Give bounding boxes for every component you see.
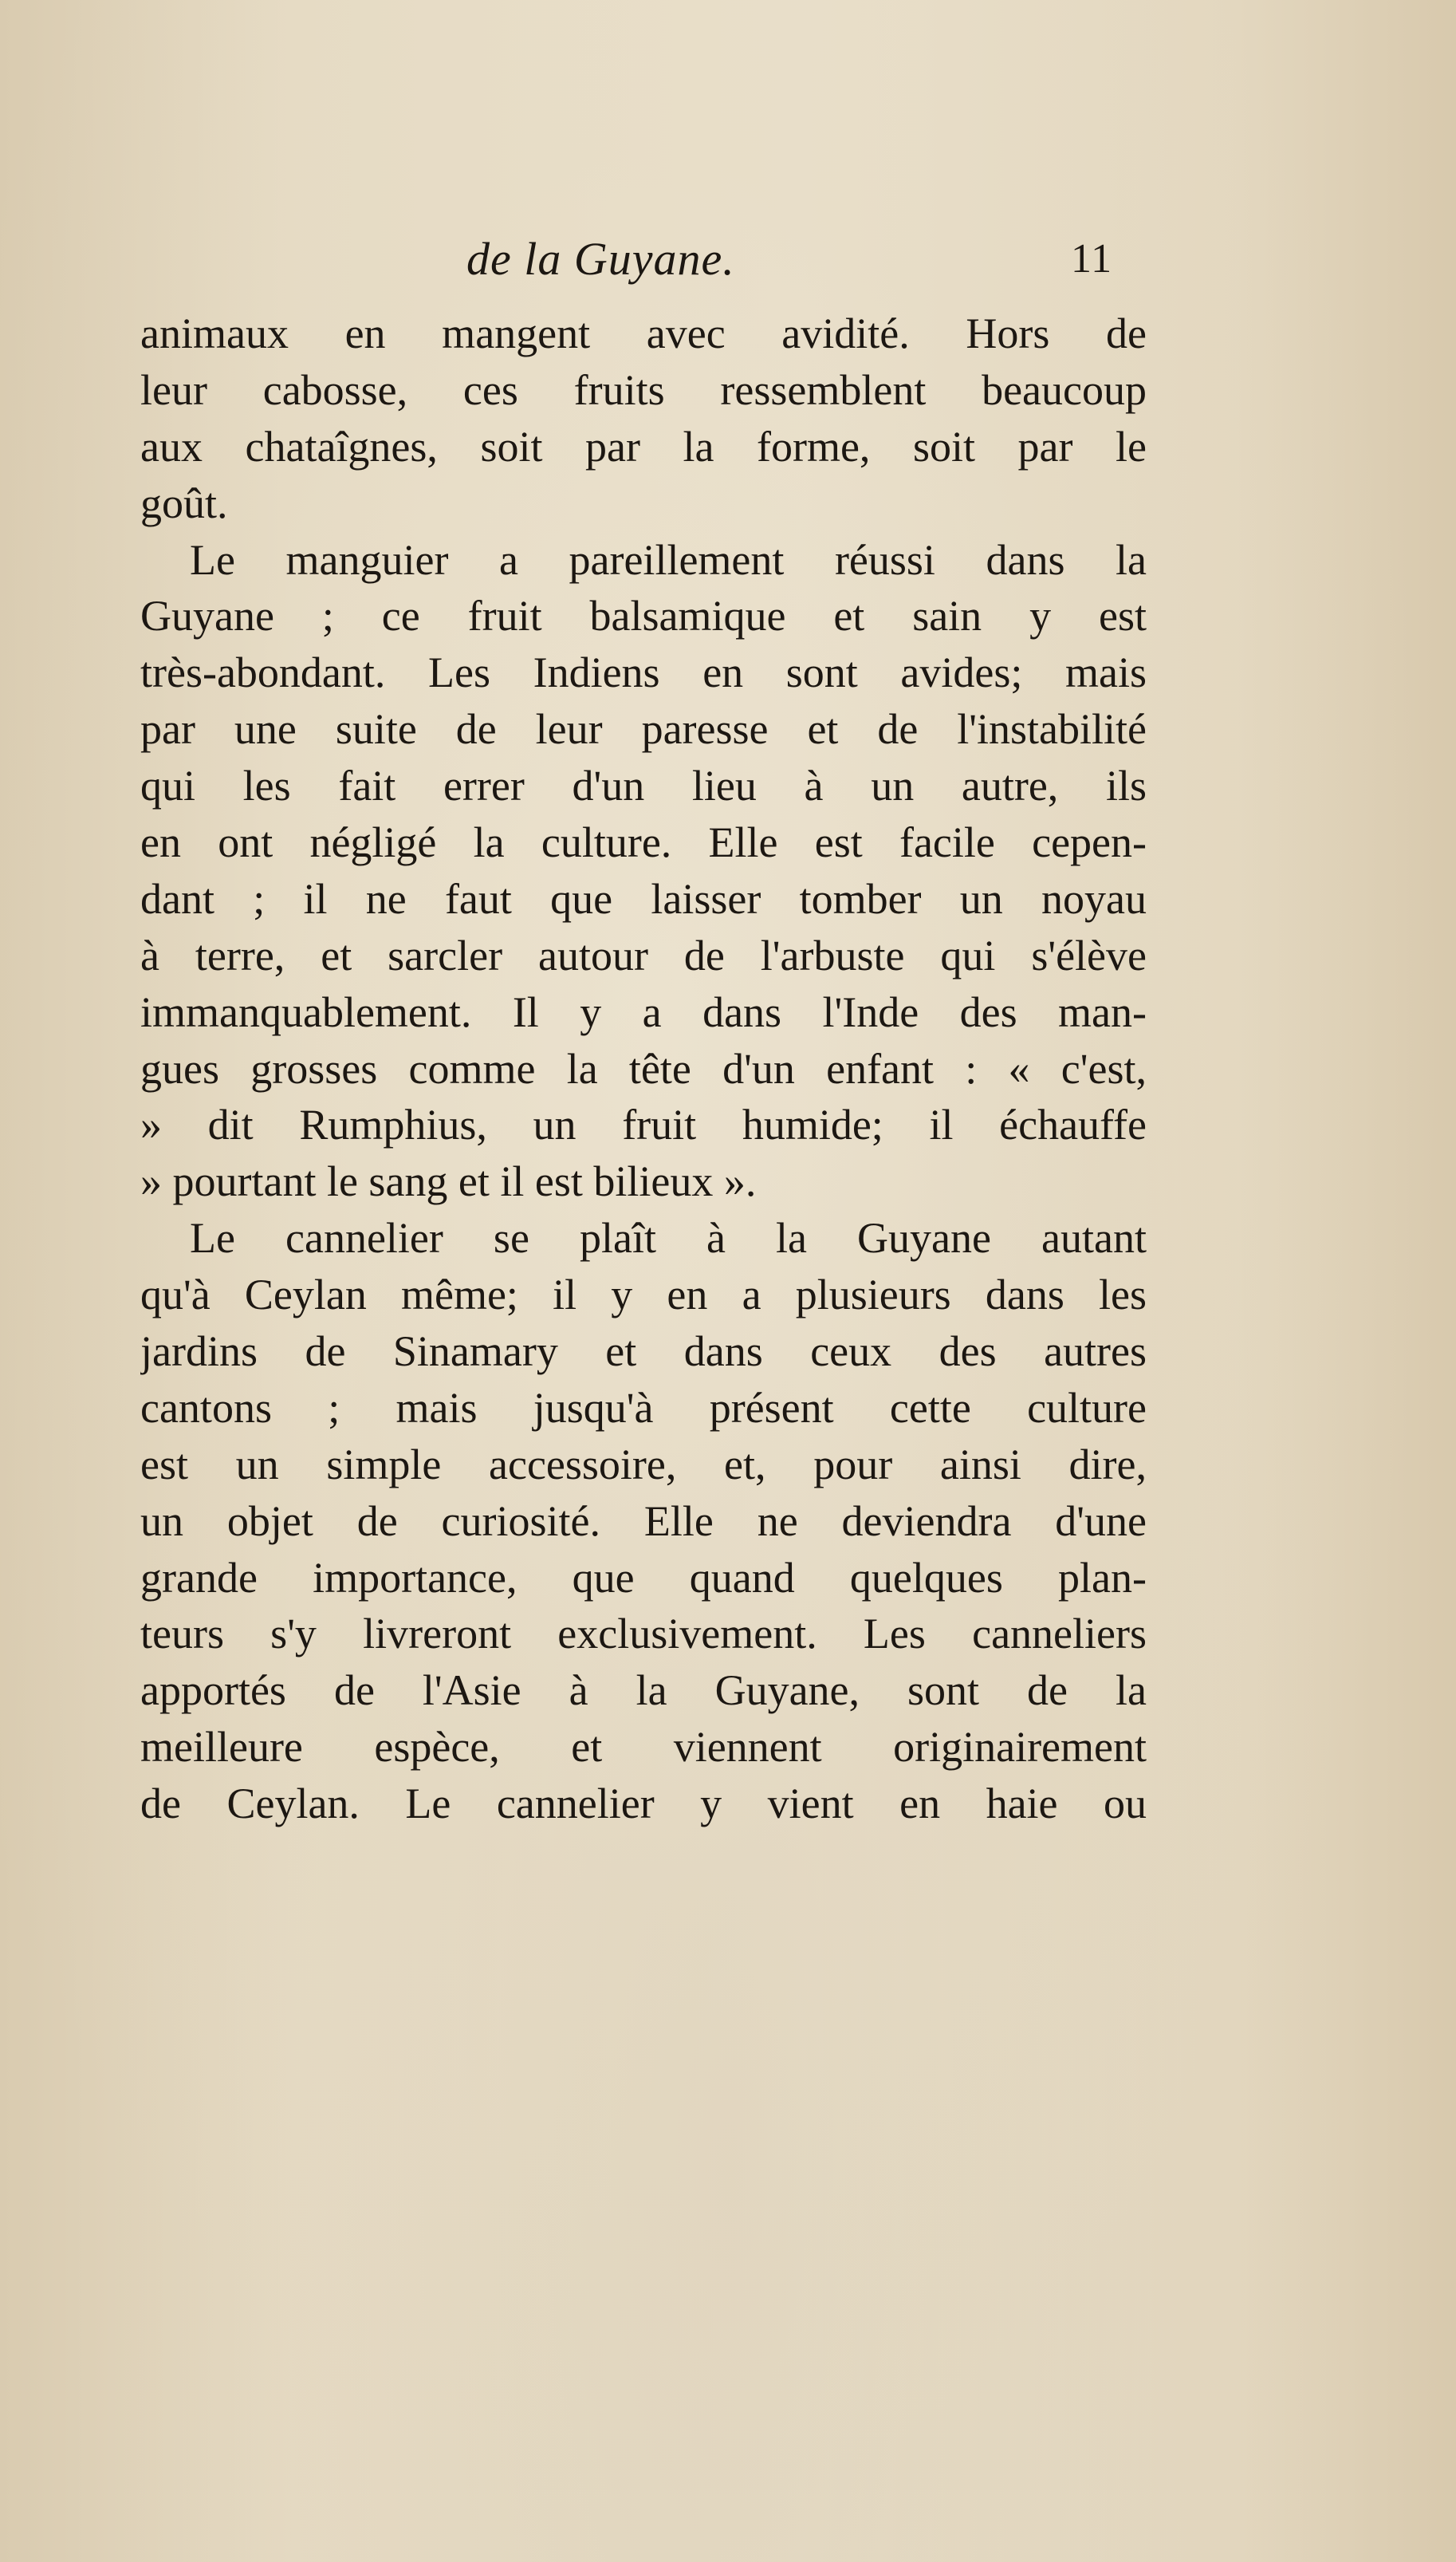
text-line: de Ceylan. Le cannelier y vient en haie ou xyxy=(140,1780,1147,1828)
text-line: dant ; il ne faut que laisser tomber un noyau xyxy=(140,874,1147,923)
text-line: apportés de l'Asie à la Guyane, sont de la xyxy=(140,1666,1147,1715)
text-line: teurs s'y livreront exclusivement. Les canneliers xyxy=(140,1610,1147,1658)
text-line: à terre, et sarcler autour de l'arbuste qui s'élève xyxy=(140,931,1147,979)
text-line: qu'à Ceylan même; il y en a plusieurs dans les xyxy=(140,1271,1147,1319)
text-line: par une suite de leur paresse et de l'instabilité xyxy=(140,705,1147,754)
text-line: très-abondant. Les Indiens en sont avides; mais xyxy=(140,648,1147,697)
text-line: » dit Rumphius, un fruit humide; il échauffe xyxy=(140,1101,1147,1149)
text-line: est un simple accessoire, et, pour ainsi dire, xyxy=(140,1440,1147,1488)
text-line: » pourtant le sang et il est bilieux ». xyxy=(140,1157,757,1206)
text-line: qui les fait errer d'un lieu à un autre, ils xyxy=(140,762,1147,810)
body-text xyxy=(140,305,1147,1832)
text-line: Le cannelier se plaît à la Guyane autant xyxy=(190,1214,1147,1263)
text-line: immanquablement. Il y a dans l'Inde des man- xyxy=(140,987,1147,1036)
page-number: 11 xyxy=(1071,236,1113,282)
text-line: en ont négligé la culture. Elle est facile cepen- xyxy=(140,818,1147,867)
text-line: meilleure espèce, et viennent originairement xyxy=(140,1723,1147,1772)
text-line: goût. xyxy=(140,479,228,527)
text-line: jardins de Sinamary et dans ceux des autres xyxy=(140,1327,1147,1376)
running-title: de la Guyane. xyxy=(466,233,735,285)
text-line: un objet de curiosité. Elle ne deviendra d'une xyxy=(140,1496,1147,1545)
text-line: Le manguier a pareillement réussi dans la xyxy=(190,535,1147,584)
text-line: gues grosses comme la tête d'un enfant : « c'est, xyxy=(140,1044,1147,1093)
page-header xyxy=(0,227,1456,291)
text-line: grande importance, que quand quelques plan- xyxy=(140,1553,1147,1602)
text-line: cantons ; mais jusqu'à présent cette culture xyxy=(140,1383,1147,1432)
text-line: animaux en mangent avec avidité. Hors de xyxy=(140,309,1147,357)
text-line: aux chataîgnes, soit par la forme, soit par le xyxy=(140,422,1147,471)
text-line: Guyane ; ce fruit balsamique et sain y est xyxy=(140,592,1147,640)
text-line: leur cabosse, ces fruits ressemblent beaucoup xyxy=(140,365,1147,414)
